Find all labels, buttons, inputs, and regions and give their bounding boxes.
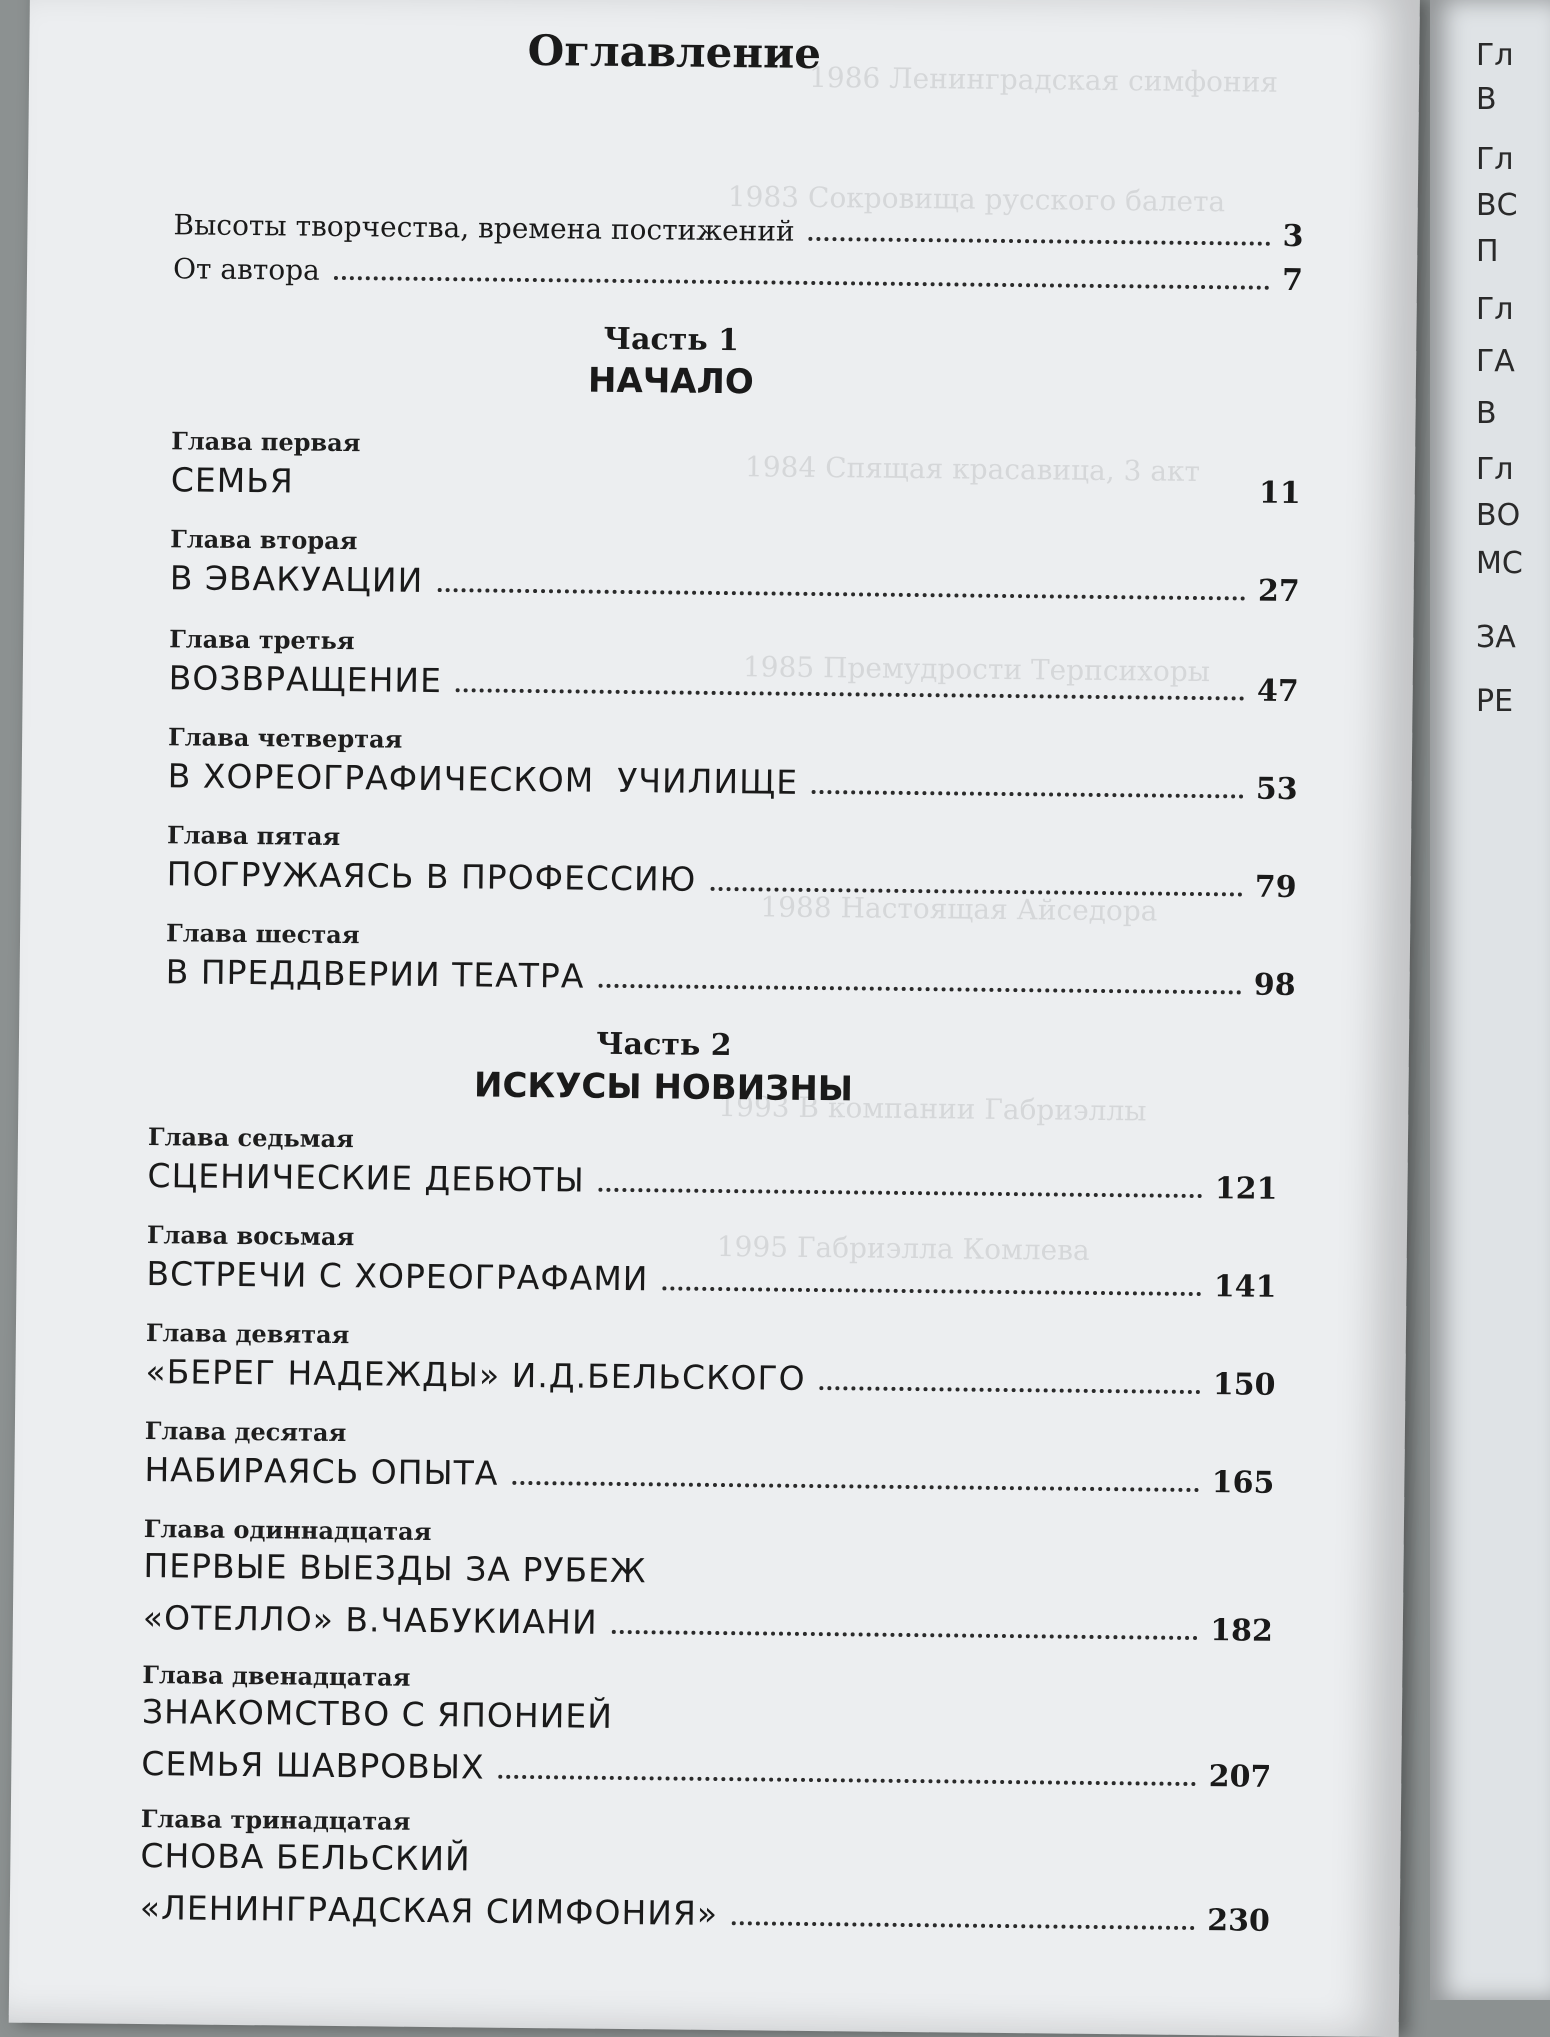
leader-dots: [809, 237, 1271, 246]
show-through-text: 1983 Сокровища русского балета: [727, 180, 1226, 219]
entry-title: ВОЗВРАЩЕНИЕ: [168, 658, 443, 701]
page-number: 121: [1214, 1171, 1278, 1207]
edge-fragment: В: [1476, 396, 1497, 431]
entry-title: СЕМЬЯ ШАВРОВЫХ: [141, 1743, 485, 1787]
page-number: 7: [1281, 262, 1304, 299]
entry-title-line: ЗНАКОМСТВО С ЯПОНИЕЙ: [141, 1691, 614, 1736]
edge-fragment: ВС: [1476, 188, 1518, 223]
chapter-label: Глава четвертая: [167, 722, 403, 754]
page-number: 3: [1282, 218, 1304, 255]
toc-entry-chapter-4[interactable]: [168, 756, 1298, 807]
chapter-label: Глава восьмая: [146, 1220, 355, 1252]
part-label: Часть 2: [596, 1026, 732, 1064]
chapter-label: Глава шестая: [165, 918, 360, 950]
page-number: 11: [1258, 475, 1301, 512]
entry-title: Высоты творчества, времена постижений: [173, 208, 795, 248]
toc-entry-chapter-7[interactable]: [147, 1156, 1277, 1207]
leader-dots: [732, 1921, 1195, 1930]
leader-dots: [334, 276, 1270, 290]
page-number: 165: [1211, 1465, 1275, 1501]
leader-dots: [598, 984, 1242, 995]
page-number: 79: [1254, 869, 1297, 906]
edge-fragment: РЕ: [1476, 684, 1514, 719]
toc-entry-chapter-13[interactable]: [140, 1888, 1270, 1939]
leader-dots: [662, 1286, 1201, 1296]
toc-entry-chapter-2[interactable]: [170, 558, 1300, 609]
part-label: Часть 1: [603, 321, 740, 359]
toc-title: Оглавление: [527, 25, 822, 79]
leader-dots: [710, 887, 1243, 897]
entry-title: СЕМЬЯ: [170, 460, 294, 501]
edge-fragment: Гл: [1476, 142, 1514, 177]
show-through-text: 1986 Ленинградская симфония: [808, 60, 1279, 99]
edge-fragment: ГА: [1476, 344, 1515, 379]
entry-title-line: СНОВА БЕЛЬСКИЙ: [140, 1835, 471, 1879]
toc-entry-chapter-6[interactable]: [165, 952, 1295, 1003]
toc-entry-chapter-10[interactable]: [144, 1450, 1274, 1501]
entry-title: НАБИРАЯСЬ ОПЫТА: [144, 1450, 499, 1493]
edge-fragment: МС: [1476, 546, 1523, 581]
toc-entry-chapter-11[interactable]: [143, 1598, 1273, 1649]
show-through-text: 1984 Спящая красавица, 3 акт: [744, 450, 1201, 488]
show-through-text: 1985 Премудрости Терпсихоры: [742, 650, 1211, 689]
page-number: 207: [1208, 1759, 1272, 1795]
entry-title: СЦЕНИЧЕСКИЕ ДЕБЮТЫ: [147, 1156, 585, 1200]
page-number: 141: [1213, 1269, 1277, 1305]
leader-dots: [599, 1188, 1203, 1198]
edge-fragment: ВО: [1476, 498, 1521, 533]
edge-fragment: П: [1476, 234, 1499, 269]
show-through-text: 1995 Габриэлла Комлева: [716, 1229, 1090, 1267]
entry-title: В ПРЕДДВЕРИИ ТЕАТРА: [165, 952, 585, 996]
entry-title-line: ПЕРВЫЕ ВЫЕЗДЫ ЗА РУБЕЖ: [143, 1545, 647, 1591]
part-title: ИСКУСЫ НОВИЗНЫ: [473, 1065, 854, 1110]
entry-title: «ОТЕЛЛО» В.ЧАБУКИАНИ: [142, 1597, 598, 1642]
chapter-label: Глава первая: [171, 426, 361, 458]
book-page: [9, 0, 1420, 2037]
page-number: 53: [1255, 771, 1298, 808]
entry-title: «ЛЕНИНГРАДСКАЯ СИМФОНИЯ»: [139, 1887, 719, 1934]
leader-dots: [498, 1775, 1196, 1786]
page-number: 27: [1257, 573, 1300, 610]
page-number: 230: [1207, 1903, 1270, 1939]
edge-fragment: Гл: [1476, 38, 1514, 73]
entry-title: «БЕРЕГ НАДЕЖДЫ» И.Д.БЕЛЬСКОГО: [145, 1352, 806, 1398]
chapter-label: Глава вторая: [170, 524, 358, 556]
chapter-label: Глава десятая: [144, 1416, 347, 1448]
edge-fragment: Гл: [1476, 292, 1514, 327]
toc-entry-chapter-8[interactable]: [146, 1254, 1276, 1305]
toc-entry-author-note[interactable]: [173, 251, 1303, 298]
page-number: 150: [1212, 1367, 1276, 1403]
chapter-label: Глава пятая: [166, 820, 341, 852]
show-through-text: 1988 Настоящая Айседора: [760, 890, 1158, 928]
leader-dots: [512, 1481, 1199, 1492]
entry-title: ПОГРУЖАЯСЬ В ПРОФЕССИЮ: [166, 854, 697, 899]
show-through-text: 1993 В компании Габриэллы: [718, 1089, 1147, 1128]
toc-entry-chapter-5[interactable]: [167, 854, 1297, 905]
entry-title: От автора: [172, 252, 320, 287]
chapter-label: Глава одиннадцатая: [143, 1513, 432, 1547]
entry-title: В ХОРЕОГРАФИЧЕСКОМ УЧИЛИЩЕ: [167, 756, 799, 802]
edge-fragment: Гл: [1476, 452, 1514, 487]
leader-dots: [612, 1630, 1199, 1640]
leader-dots: [437, 588, 1246, 600]
toc-entry-chapter-12[interactable]: [141, 1744, 1271, 1795]
page-number: 182: [1210, 1613, 1274, 1649]
edge-fragment: В: [1476, 82, 1497, 117]
entry-title: ВСТРЕЧИ С ХОРЕОГРАФАМИ: [146, 1254, 649, 1299]
leader-dots: [819, 1386, 1200, 1394]
part-title: НАЧАЛО: [587, 360, 754, 403]
edge-fragment: ЗА: [1476, 620, 1516, 655]
leader-dots: [456, 688, 1245, 700]
entry-title: В ЭВАКУАЦИИ: [169, 558, 424, 600]
toc-entry-chapter-9[interactable]: [145, 1352, 1275, 1403]
chapter-label: Глава девятая: [145, 1318, 350, 1350]
chapter-label: Глава тринадцатая: [140, 1803, 411, 1836]
page-number: 98: [1253, 967, 1296, 1004]
chapter-label: Глава седьмая: [147, 1122, 355, 1154]
page-number: 47: [1256, 673, 1299, 710]
chapter-label: Глава двенадцатая: [142, 1659, 411, 1692]
chapter-label: Глава третья: [169, 624, 355, 656]
leader-dots: [812, 790, 1244, 799]
